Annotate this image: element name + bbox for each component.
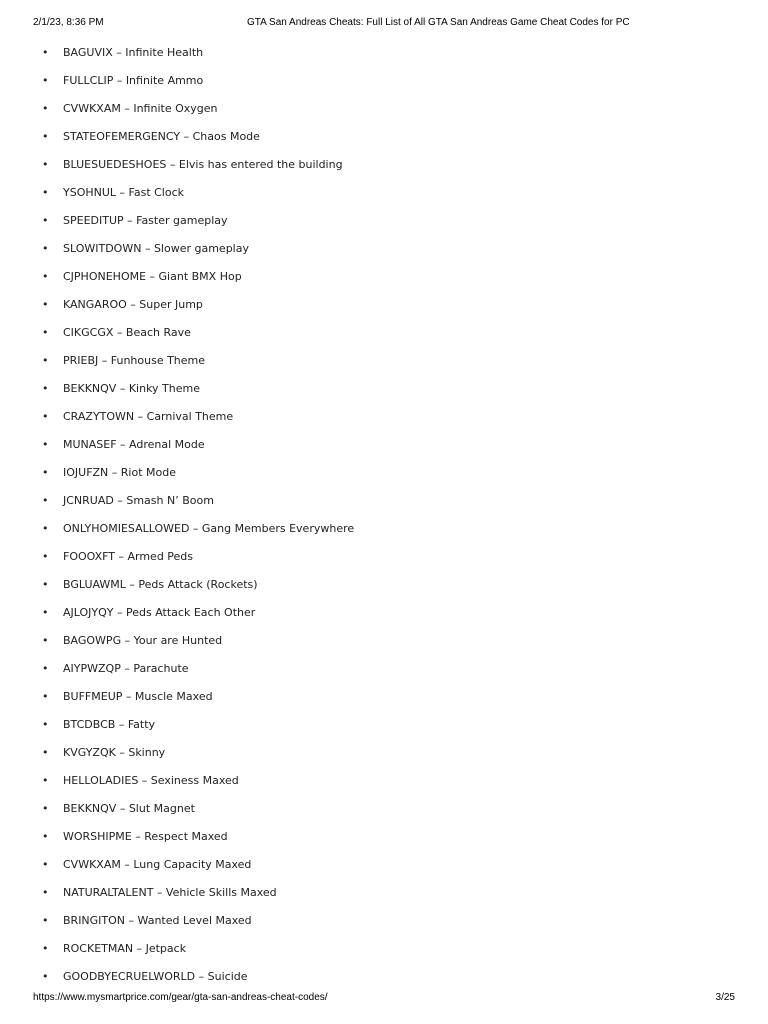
- list-item: [42, 430, 722, 458]
- list-item: [42, 850, 722, 878]
- bullet-icon: •: [42, 45, 49, 59]
- bullet-icon: •: [42, 241, 49, 255]
- list-item: [42, 94, 722, 122]
- bullet-icon: •: [42, 913, 49, 927]
- cheat-text: CVWKXAM – Lung Capacity Maxed: [63, 857, 252, 871]
- cheat-text: SLOWITDOWN – Slower gameplay: [63, 241, 249, 255]
- list-item: [42, 570, 722, 598]
- list-item: [42, 654, 722, 682]
- list-item: [42, 122, 722, 150]
- cheat-text: BRINGITON – Wanted Level Maxed: [63, 913, 252, 927]
- cheat-text: BUFFMEUP – Muscle Maxed: [63, 689, 213, 703]
- list-item: [42, 262, 722, 290]
- bullet-icon: •: [42, 661, 49, 675]
- list-item: [42, 206, 722, 234]
- bullet-icon: •: [42, 745, 49, 759]
- cheat-text: FULLCLIP – Infinite Ammo: [63, 73, 204, 87]
- list-item: [42, 710, 722, 738]
- bullet-icon: •: [42, 577, 49, 591]
- list-item: [42, 542, 722, 570]
- bullet-icon: •: [42, 857, 49, 871]
- bullet-icon: •: [42, 549, 49, 563]
- list-item: [42, 178, 722, 206]
- cheat-text: BEKKNQV – Slut Magnet: [63, 801, 195, 815]
- bullet-icon: •: [42, 269, 49, 283]
- list-item: [42, 906, 722, 934]
- cheat-text: WORSHIPME – Respect Maxed: [63, 829, 228, 843]
- list-item: [42, 346, 722, 374]
- cheat-text: CVWKXAM – Infinite Oxygen: [63, 101, 218, 115]
- bullet-icon: •: [42, 689, 49, 703]
- cheat-text: JCNRUAD – Smash N’ Boom: [63, 493, 214, 507]
- cheat-text: NATURALTALENT – Vehicle Skills Maxed: [63, 885, 277, 899]
- cheat-text: PRIEBJ – Funhouse Theme: [63, 353, 206, 367]
- cheat-text: ROCKETMAN – Jetpack: [63, 941, 187, 955]
- bullet-icon: •: [42, 297, 49, 311]
- list-item: [42, 486, 722, 514]
- bullet-icon: •: [42, 213, 49, 227]
- cheat-text: BAGOWPG – Your are Hunted: [63, 633, 223, 647]
- bullet-icon: •: [42, 465, 49, 479]
- list-item: [42, 598, 722, 626]
- list-item: [42, 374, 722, 402]
- list-item: [42, 766, 722, 794]
- cheat-text: CRAZYTOWN – Carnival Theme: [63, 409, 234, 423]
- bullet-icon: •: [42, 101, 49, 115]
- bullet-icon: •: [42, 157, 49, 171]
- list-item: [42, 962, 722, 990]
- bullet-icon: •: [42, 409, 49, 423]
- list-item: [42, 66, 722, 94]
- cheat-text: CJPHONEHOME – Giant BMX Hop: [63, 269, 242, 283]
- cheat-text: STATEOFEMERGENCY – Chaos Mode: [63, 129, 260, 143]
- cheat-text: KANGAROO – Super Jump: [63, 297, 203, 311]
- bullet-icon: •: [42, 493, 49, 507]
- cheat-text: ONLYHOMIESALLOWED – Gang Members Everywhere: [63, 521, 355, 535]
- cheat-text: YSOHNUL – Fast Clock: [63, 185, 185, 199]
- list-item: [42, 402, 722, 430]
- print-url: https://www.mysmartprice.com/gear/gta-san-andreas-cheat-codes/: [33, 992, 328, 1003]
- bullet-icon: •: [42, 437, 49, 451]
- list-item: [42, 38, 722, 66]
- cheat-text: HELLOLADIES – Sexiness Maxed: [63, 773, 239, 787]
- cheat-text: CIKGCGX – Beach Rave: [63, 325, 191, 339]
- bullet-icon: •: [42, 381, 49, 395]
- list-item: [42, 290, 722, 318]
- list-item: [42, 626, 722, 654]
- bullet-icon: •: [42, 605, 49, 619]
- bullet-icon: •: [42, 185, 49, 199]
- cheat-text: KVGYZQK – Skinny: [63, 745, 166, 759]
- print-title: GTA San Andreas Cheats: Full List of All GTA San Andreas Game Cheat Codes for PC: [247, 17, 630, 28]
- cheat-text: BAGUVIX – Infinite Health: [63, 45, 204, 59]
- list-item: [42, 878, 722, 906]
- cheat-text: SPEEDITUP – Faster gameplay: [63, 213, 228, 227]
- print-footer: [33, 992, 735, 1006]
- list-item: [42, 822, 722, 850]
- bullet-icon: •: [42, 829, 49, 843]
- cheat-text: GOODBYECRUELWORLD – Suicide: [63, 969, 248, 983]
- list-item: [42, 738, 722, 766]
- bullet-icon: •: [42, 773, 49, 787]
- bullet-icon: •: [42, 325, 49, 339]
- cheat-text: BEKKNQV – Kinky Theme: [63, 381, 200, 395]
- cheat-text: FOOOXFT – Armed Peds: [63, 549, 194, 563]
- list-item: [42, 318, 722, 346]
- bullet-icon: •: [42, 801, 49, 815]
- print-header: [33, 17, 738, 31]
- print-datetime: 2/1/23, 8:36 PM: [33, 17, 104, 28]
- cheat-text: IOJUFZN – Riot Mode: [63, 465, 176, 479]
- list-item: [42, 934, 722, 962]
- cheat-list: [42, 38, 722, 990]
- bullet-icon: •: [42, 353, 49, 367]
- list-item: [42, 150, 722, 178]
- bullet-icon: •: [42, 73, 49, 87]
- bullet-icon: •: [42, 969, 49, 983]
- cheat-text: BLUESUEDESHOES – Elvis has entered the building: [63, 157, 343, 171]
- cheat-text: BTCDBCB – Fatty: [63, 717, 156, 731]
- cheat-text: MUNASEF – Adrenal Mode: [63, 437, 205, 451]
- bullet-icon: •: [42, 941, 49, 955]
- bullet-icon: •: [42, 633, 49, 647]
- bullet-icon: •: [42, 521, 49, 535]
- cheat-text: AIYPWZQP – Parachute: [63, 661, 189, 675]
- page-number: 3/25: [715, 992, 735, 1003]
- bullet-icon: •: [42, 129, 49, 143]
- list-item: [42, 794, 722, 822]
- list-item: [42, 234, 722, 262]
- cheat-text: AJLOJYQY – Peds Attack Each Other: [63, 605, 256, 619]
- list-item: [42, 514, 722, 542]
- list-item: [42, 458, 722, 486]
- bullet-icon: •: [42, 717, 49, 731]
- bullet-icon: •: [42, 885, 49, 899]
- cheat-text: BGLUAWML – Peds Attack (Rockets): [63, 577, 258, 591]
- list-item: [42, 682, 722, 710]
